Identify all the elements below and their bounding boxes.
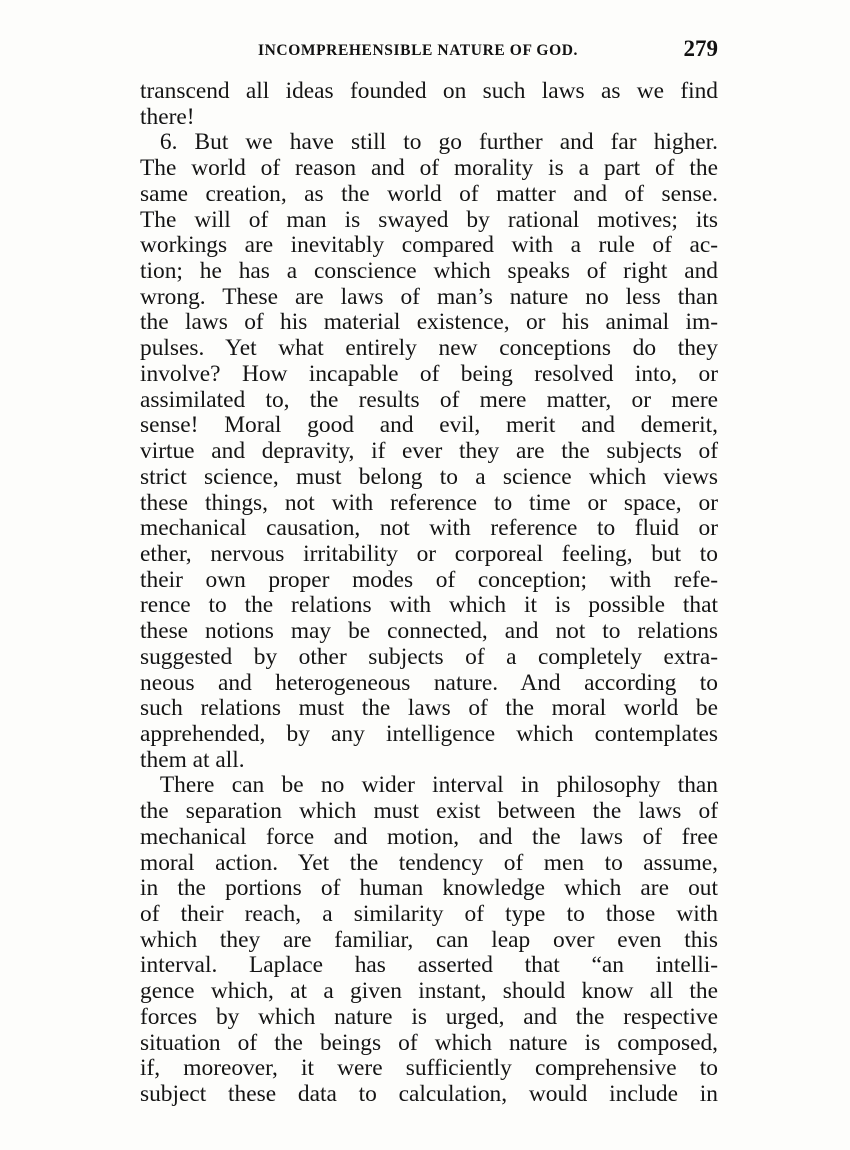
- text-line: them at all.: [140, 746, 245, 773]
- text-line: There can be no wider interval in philosophy than: [159, 772, 718, 799]
- text-line: gence which, at a given instant, should know all the: [140, 978, 718, 1005]
- text-line: these notions may be connected, and not to relations: [140, 618, 718, 645]
- text-line: forces by which nature is urged, and the respective: [140, 1003, 718, 1030]
- text-line: neous and heterogeneous nature. And according to: [140, 669, 718, 696]
- text-line: involve? How incapable of being resolved into, or: [140, 360, 718, 387]
- text-line: transcend all ideas founded on such laws as we find: [140, 78, 718, 104]
- text-line: sense! Moral good and evil, merit and demerit,: [140, 412, 718, 439]
- text-line: there!: [140, 103, 195, 130]
- text-line: assimilated to, the results of mere matter, or mere: [140, 386, 718, 413]
- text-line: pulses. Yet what entirely new conceptions do they: [140, 335, 718, 362]
- text-line: if, moreover, it were sufficiently comprehensive to: [140, 1055, 718, 1082]
- text-line: same creation, as the world of matter and of sense.: [140, 180, 718, 207]
- text-line: apprehended, by any intelligence which contemplates: [140, 720, 718, 747]
- text-line: wrong. These are laws of man’s nature no less than: [140, 283, 718, 310]
- running-head: INCOMPREHENSIBLE NATURE OF GOD.: [258, 42, 579, 59]
- text-line: strict science, must belong to a science which views: [140, 463, 718, 490]
- page-number: 279: [683, 36, 718, 61]
- text-line: situation of the beings of which nature is composed,: [140, 1029, 718, 1056]
- text-line: interval. Laplace has asserted that “an intelli-: [140, 952, 718, 979]
- page-header: [258, 38, 718, 68]
- text-line: 6. But we have still to go further and far higher.: [159, 129, 718, 156]
- text-line: mechanical causation, not with reference to fluid or: [140, 515, 718, 542]
- text-line: mechanical force and motion, and the laws of free: [140, 823, 718, 850]
- text-line: suggested by other subjects of a completely extra-: [140, 643, 718, 670]
- text-line: these things, not with reference to time or space, or: [140, 489, 718, 516]
- text-line: moral action. Yet the tendency of men to assume,: [140, 849, 718, 876]
- text-line: the separation which must exist between the laws of: [140, 798, 718, 825]
- text-line: such relations must the laws of the moral world be: [140, 695, 718, 722]
- text-line: subject these data to calculation, would include in: [140, 1081, 718, 1108]
- text-line: The world of reason and of morality is a part of the: [140, 155, 718, 182]
- text-line: in the portions of human knowledge which are out: [140, 875, 718, 902]
- text-line: virtue and depravity, if ever they are the subjects of: [140, 438, 718, 465]
- text-line: tion; he has a conscience which speaks of right and: [140, 258, 718, 285]
- text-line: the laws of his material existence, or his animal im-: [140, 309, 718, 336]
- text-line: their own proper modes of conception; with refe-: [140, 566, 718, 593]
- text-line: ether, nervous irritability or corporeal feeling, but to: [140, 540, 718, 567]
- text-line: workings are inevitably compared with a rule of ac-: [140, 232, 718, 259]
- text-line: which they are familiar, can leap over even this: [140, 926, 718, 953]
- text-line: rence to the relations with which it is possible that: [140, 592, 718, 619]
- text-line: The will of man is swayed by rational motives; its: [140, 206, 718, 233]
- body-text: [140, 79, 718, 1108]
- text-line: of their reach, a similarity of type to those with: [140, 901, 718, 927]
